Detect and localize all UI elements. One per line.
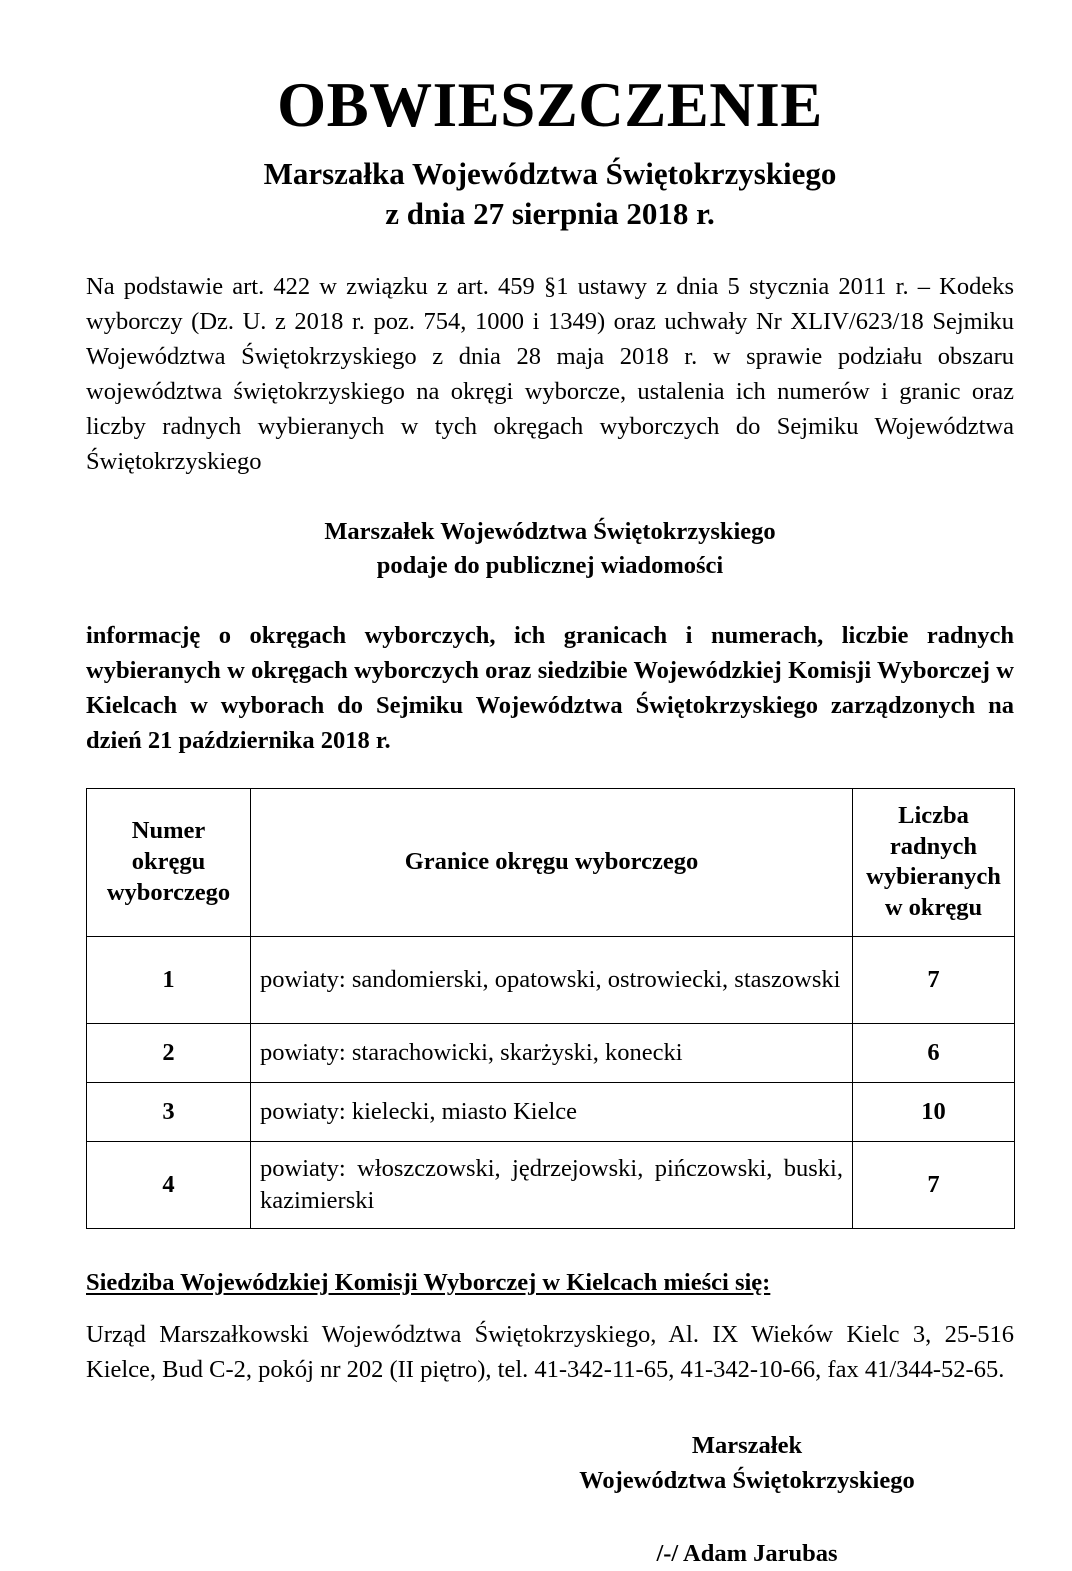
page-title: OBWIESZCZENIE	[277, 70, 823, 140]
column-header-boundaries: Granice okręgu wyborczego	[251, 788, 853, 936]
cell-district-number: 2	[87, 1024, 251, 1083]
cell-district-boundaries: powiaty: sandomierski, opatowski, ostrowiecki, staszowski	[251, 937, 853, 1024]
column-header-councillors: Liczba radnych wybieranych w okręgu	[853, 788, 1015, 936]
table-header	[87, 788, 1015, 936]
signature-block	[86, 1387, 1014, 1571]
districts-table-container	[86, 758, 1014, 1229]
cell-district-number: 4	[87, 1142, 251, 1229]
cell-district-number: 3	[87, 1083, 251, 1142]
cell-district-number: 1	[87, 937, 251, 1024]
districts-table	[86, 788, 1015, 1229]
commission-seat-heading: Siedziba Wojewódzkiej Komisji Wyborczej w Kielcach mieści się:	[86, 1269, 771, 1297]
cell-district-boundaries: powiaty: kielecki, miasto Kielce	[251, 1083, 853, 1142]
document-subtitle	[86, 138, 1014, 235]
cell-district-boundaries: powiaty: starachowicki, skarżyski, konecki	[251, 1024, 853, 1083]
table-row	[87, 1024, 1015, 1083]
table-row	[87, 1083, 1015, 1142]
column-header-number: Numer okręgu wyborczego	[87, 788, 251, 936]
cell-councillor-count: 7	[853, 937, 1015, 1024]
table-row	[87, 937, 1015, 1024]
table-row	[87, 1142, 1015, 1229]
cell-councillor-count: 6	[853, 1024, 1015, 1083]
announcer-title: Marszałek Województwa Świętokrzyskiego	[324, 517, 776, 545]
legal-basis-paragraph: Na podstawie art. 422 w związku z art. 459 §1 ustawy z dnia 5 stycznia 2011 r. – Kodeks wyborczy (Dz. U. z 2018 r. poz. 754, 1000 i 1349) oraz uchwały Nr XLIV/623/18 Sejmiku Województwa Świętokrzyskiego z dnia 28 maja 2018 r. w sprawie podziału obszaru województwa świętokrzyskiego na okręgi wyborcze, ustalenia ich numerów i granic oraz liczby radnych wybieranych w tych okręgach wyborczych do Sejmiku Województwa Świętokrzyskiego	[86, 272, 1014, 475]
cell-councillor-count: 7	[853, 1142, 1015, 1229]
cell-district-boundaries: powiaty: włoszczowski, jędrzejowski, pińczowski, buski, kazimierski	[251, 1142, 853, 1229]
table-header-row	[87, 788, 1015, 936]
subtitle-date: z dnia 27 sierpnia 2018 r.	[385, 196, 715, 232]
signature-inner	[517, 1429, 977, 1571]
announcement-paragraph: informację o okręgach wyborczych, ich granicach i numerach, liczbie radnych wybieranych w okręgach wyborczych oraz siedzibie Wojewódzkiej Komisji Wyborczej w Kielcach w wyborach do Sejmiku Województwa Świętokrzyskiego zarządzonych na dzień 21 października 2018 r.	[86, 621, 1014, 754]
announcer-action: podaje do publicznej wiadomości	[376, 552, 724, 580]
table-body	[87, 937, 1015, 1229]
commission-seat-address: Urząd Marszałkowski Województwa Świętokrzyskiego, Al. IX Wieków Kielc 3, 25-516 Kielce, Bud C-2, pokój nr 202 (II piętro), tel. 41-342-11-65, 41-342-10-66, fax 41/344-52-65.	[86, 1321, 1014, 1384]
announcer-heading	[86, 479, 1014, 584]
signatory-title-line2: Województwa Świętokrzyskiego	[579, 1466, 915, 1494]
cell-councillor-count: 10	[853, 1083, 1015, 1142]
subtitle-authority: Marszałka Województwa Świętokrzyskiego	[263, 156, 837, 192]
signatory-title-line1: Marszałek	[691, 1432, 803, 1460]
document-content	[86, 0, 1014, 1571]
signatory-name: /-/ Adam Jarubas	[656, 1539, 838, 1567]
